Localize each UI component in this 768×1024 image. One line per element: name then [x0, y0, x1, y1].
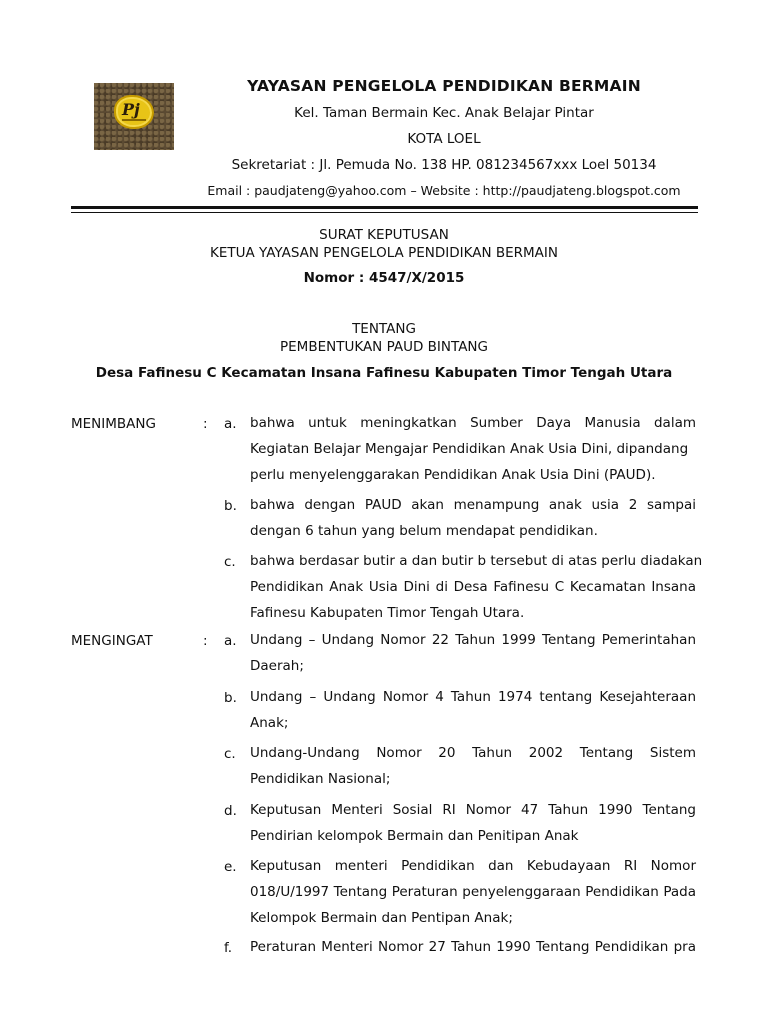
item-line: Pendidikan Nasional;	[250, 771, 391, 787]
address-line-2: KOTA LOEL	[407, 131, 481, 147]
item-line: bahwa berdasar butir a dan butir b tersebut di atas perlu diadakan	[250, 553, 703, 569]
item-line: Pendidikan Anak Usia Dini di Desa Fafinesu C Kecamatan Insana	[250, 579, 696, 595]
item-line: Keputusan menteri Pendidikan dan Kebudayaan RI Nomor	[250, 858, 696, 874]
organization-name: YAYASAN PENGELOLA PENDIDIKAN BERMAIN	[247, 77, 641, 95]
item-line: bahwa dengan PAUD akan menampung anak usia 2 sampai	[250, 497, 696, 513]
document-number: Nomor : 4547/X/2015	[303, 270, 465, 286]
location: Desa Fafinesu C Kecamatan Insana Fafinesu Kabupaten Timor Tengah Utara	[95, 365, 673, 381]
contact-line: Email : paudjateng@yahoo.com – Website : http://paudjateng.blogspot.com	[207, 183, 681, 198]
address-line-3: Sekretariat : Jl. Pemuda No. 138 HP. 081234567xxx Loel 50134	[231, 157, 657, 173]
item-line: Kelompok Bermain dan Pentipan Anak;	[250, 910, 513, 926]
item-line: Undang – Undang Nomor 22 Tahun 1999 Tentang Pemerintahan	[250, 632, 696, 648]
item-letter: b.	[224, 690, 237, 706]
list-item	[250, 797, 696, 849]
item-line: Kegiatan Belajar Mengajar Pendidikan Anak Usia Dini, dipandang	[250, 441, 689, 457]
item-letter: f.	[224, 940, 233, 956]
item-letter: a.	[224, 416, 237, 432]
header-rule-thin	[71, 212, 698, 213]
list-item	[250, 684, 696, 736]
list-item	[250, 492, 696, 544]
item-line: perlu menyelenggarakan Pendidikan Anak Usia Dini (PAUD).	[250, 467, 656, 483]
list-item	[250, 548, 703, 626]
about-heading: TENTANG	[352, 321, 416, 337]
list-item	[250, 934, 696, 960]
item-letter: c.	[224, 554, 236, 570]
section-label-menimbang: MENIMBANG	[71, 416, 156, 432]
document-type: SURAT KEPUTUSAN	[319, 227, 449, 243]
list-item	[250, 410, 696, 488]
item-line: Keputusan Menteri Sosial RI Nomor 47 Tahun 1990 Tentang	[250, 802, 696, 818]
list-item	[250, 853, 696, 931]
list-item	[250, 740, 696, 792]
item-letter: a.	[224, 633, 237, 649]
item-letter: b.	[224, 498, 237, 514]
logo-text: Pj	[122, 100, 140, 119]
item-line: bahwa untuk meningkatkan Sumber Daya Manusia dalam	[250, 415, 696, 431]
item-line: 018/U/1997 Tentang Peraturan penyelenggaraan Pendidikan Pada	[250, 884, 696, 900]
item-line: Fafinesu Kabupaten Timor Tengah Utara.	[250, 605, 525, 621]
item-line: Anak;	[250, 715, 289, 731]
item-letter: d.	[224, 803, 237, 819]
item-line: Undang-Undang Nomor 20 Tahun 2002 Tentang Sistem	[250, 745, 696, 761]
item-line: Daerah;	[250, 658, 304, 674]
section-colon: :	[203, 416, 208, 432]
list-item	[250, 627, 696, 679]
item-line: dengan 6 tahun yang belum mendapat pendidikan.	[250, 523, 598, 539]
item-line: Peraturan Menteri Nomor 27 Tahun 1990 Tentang Pendidikan pra	[250, 939, 696, 955]
subject: PEMBENTUKAN PAUD BINTANG	[280, 339, 488, 355]
item-letter: e.	[224, 859, 237, 875]
issuer: KETUA YAYASAN PENGELOLA PENDIDIKAN BERMAIN	[210, 245, 558, 261]
address-line-1: Kel. Taman Bermain Kec. Anak Belajar Pintar	[294, 105, 594, 121]
section-label-mengingat: MENGINGAT	[71, 633, 153, 649]
header-rule-thick	[71, 206, 698, 209]
section-colon: :	[203, 633, 208, 649]
item-line: Pendirian kelompok Bermain dan Penitipan Anak	[250, 828, 579, 844]
item-line: Undang – Undang Nomor 4 Tahun 1974 tentang Kesejahteraan	[250, 689, 696, 705]
item-letter: c.	[224, 746, 236, 762]
